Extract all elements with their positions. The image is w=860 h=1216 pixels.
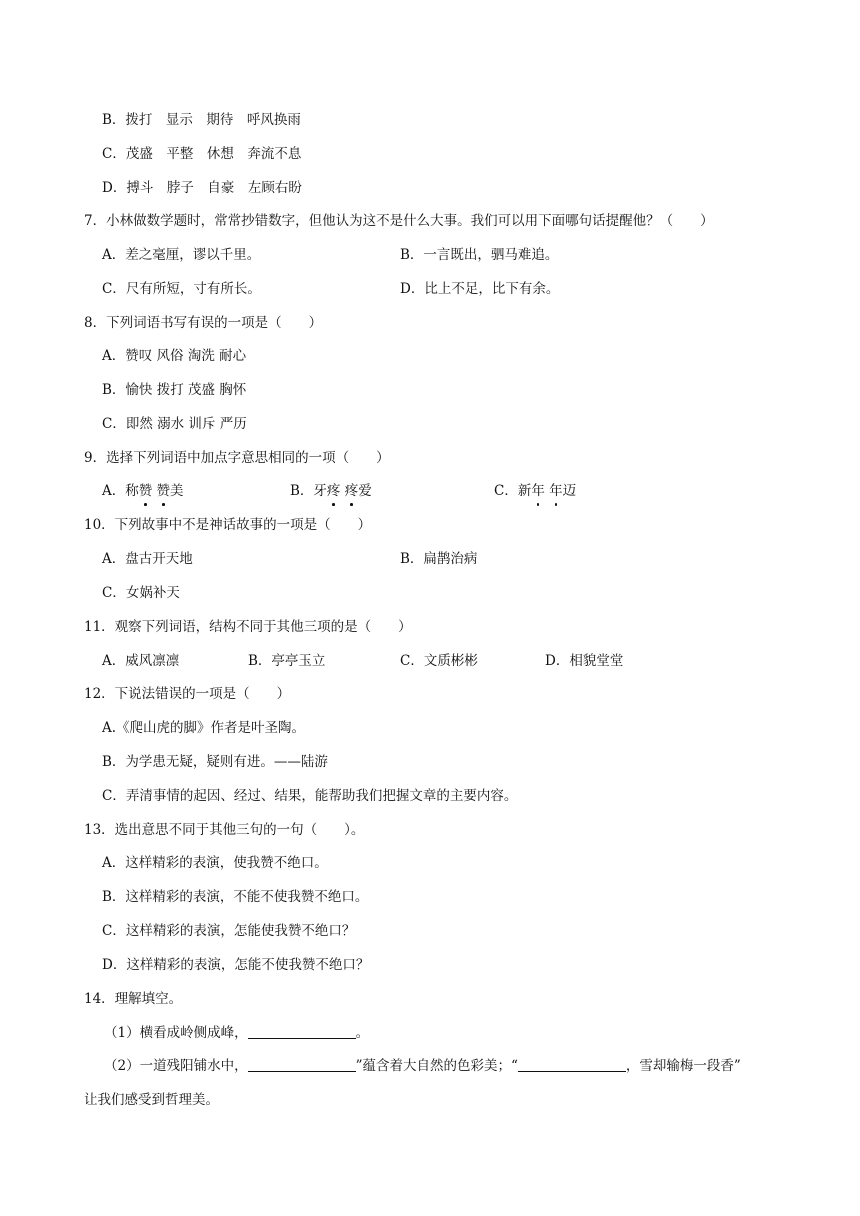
- q14-part1-prefix: （1）横看成岭侧成峰，: [104, 1025, 248, 1041]
- q14-stem: 14．理解填空。: [84, 991, 183, 1007]
- q13-option-a: A．这样精彩的表演，使我赞不绝口。: [102, 855, 328, 871]
- q9-option-c: [494, 481, 576, 501]
- q9-option-a: [102, 481, 184, 501]
- q12-stem: 12．下说法错误的一项是（ ）: [84, 686, 291, 702]
- q13-option-b: B．这样精彩的表演，不能不使我赞不绝口。: [102, 889, 369, 905]
- q11-option-a: A．威风凛凛: [102, 653, 180, 669]
- q9-b-dotted-1: 疼: [326, 483, 341, 499]
- q9-b-dotted-2: 疼: [344, 483, 359, 499]
- q11-option-b: B．亭亭玉立: [248, 653, 326, 669]
- q14-part2: [104, 1056, 741, 1076]
- q10-option-a: A．盘古开天地: [102, 551, 193, 567]
- q7-option-c: C．尺有所短，寸有所长。: [102, 281, 261, 297]
- q13-option-c: C．这样精彩的表演，怎能使我赞不绝口？: [102, 923, 356, 939]
- q14-part2-blank-2[interactable]: [518, 1057, 626, 1072]
- q7-stem: 7．小林做数学题时，常常抄错数字，但他认为这不是什么大事。我们可以用下面哪句话提醒他？（ ）: [84, 213, 714, 229]
- q12-option-b: B．为学患无疑，疑则有进。——陆游: [102, 754, 328, 770]
- q14-part2-blank-1[interactable]: [248, 1057, 356, 1072]
- q7-option-a: A．差之毫厘，谬以千里。: [102, 247, 261, 263]
- q6-option-c: C．茂盛 平整 休想 奔流不息: [102, 146, 302, 162]
- q9-stem: 9．选择下列词语中加点字意思相同的一项（ ）: [84, 450, 390, 466]
- q14-part2-middle: ”蕴含着大自然的色彩美；“: [355, 1058, 518, 1074]
- q9-b-suffix: 爱: [358, 483, 372, 499]
- q9-c-dotted-2: 年: [549, 483, 563, 499]
- q14-part2-prefix: （2）一道残阳铺水中，: [104, 1058, 248, 1074]
- q11-option-c: C．文质彬彬: [400, 653, 478, 669]
- q9-c-prefix: C．新: [494, 483, 532, 499]
- q9-a-dotted-2: 赞: [156, 483, 171, 499]
- q8-option-c: C．即然 溺水 训斥 严历: [102, 416, 247, 432]
- q6-option-b: B．拨打 显示 期待 呼风换雨: [102, 112, 301, 128]
- q10-option-b: B．扁鹊治病: [400, 551, 478, 567]
- q14-part1: [104, 1023, 369, 1043]
- q14-part1-suffix: 。: [355, 1025, 370, 1041]
- q12-option-a: A.《爬山虎的脚》作者是叶圣陶。: [102, 720, 306, 736]
- q12-option-c: C．弄清事情的起因、经过、结果，能帮助我们把握文章的主要内容。: [102, 788, 518, 804]
- q13-stem: 13．选出意思不同于其他三句的一句（ ）。: [84, 822, 365, 838]
- q9-c-suffix: 迈: [562, 483, 577, 499]
- q9-c-dotted-1: 年: [531, 483, 545, 499]
- q10-stem: 10．下列故事中不是神话故事的一项是（ ）: [84, 517, 372, 533]
- q9-a-suffix: 美: [170, 483, 184, 499]
- q11-stem: 11．观察下列词语，结构不同于其他三项的是（ ）: [84, 619, 412, 635]
- q9-option-b: [290, 481, 372, 501]
- q7-option-b: B．一言既出，驷马难追。: [400, 247, 559, 263]
- q14-part1-blank[interactable]: [248, 1024, 356, 1039]
- q11-option-d: D．相貌堂堂: [545, 653, 624, 669]
- q14-part2-suffix: ，雪却输梅一段香”: [625, 1058, 741, 1074]
- q13-option-d: D．这样精彩的表演，怎能不使我赞不绝口？: [102, 957, 370, 973]
- q7-option-d: D．比上不足，比下有余。: [400, 281, 560, 297]
- q8-stem: 8．下列词语书写有误的一项是（ ）: [84, 315, 323, 331]
- q14-part2-continuation: 让我们感受到哲理美。: [84, 1092, 219, 1108]
- q8-option-a: A．赞叹 风俗 淘洗 耐心: [102, 348, 247, 364]
- q8-option-b: B．愉快 拨打 茂盛 胸怀: [102, 382, 247, 398]
- q9-b-prefix: B．牙: [290, 483, 327, 499]
- q10-option-c: C．女娲补天: [102, 585, 180, 601]
- q9-a-dotted-1: 赞: [138, 483, 153, 499]
- q9-a-prefix: A．称: [102, 483, 139, 499]
- q6-option-d: D．搏斗 脖子 自豪 左顾右盼: [102, 180, 302, 196]
